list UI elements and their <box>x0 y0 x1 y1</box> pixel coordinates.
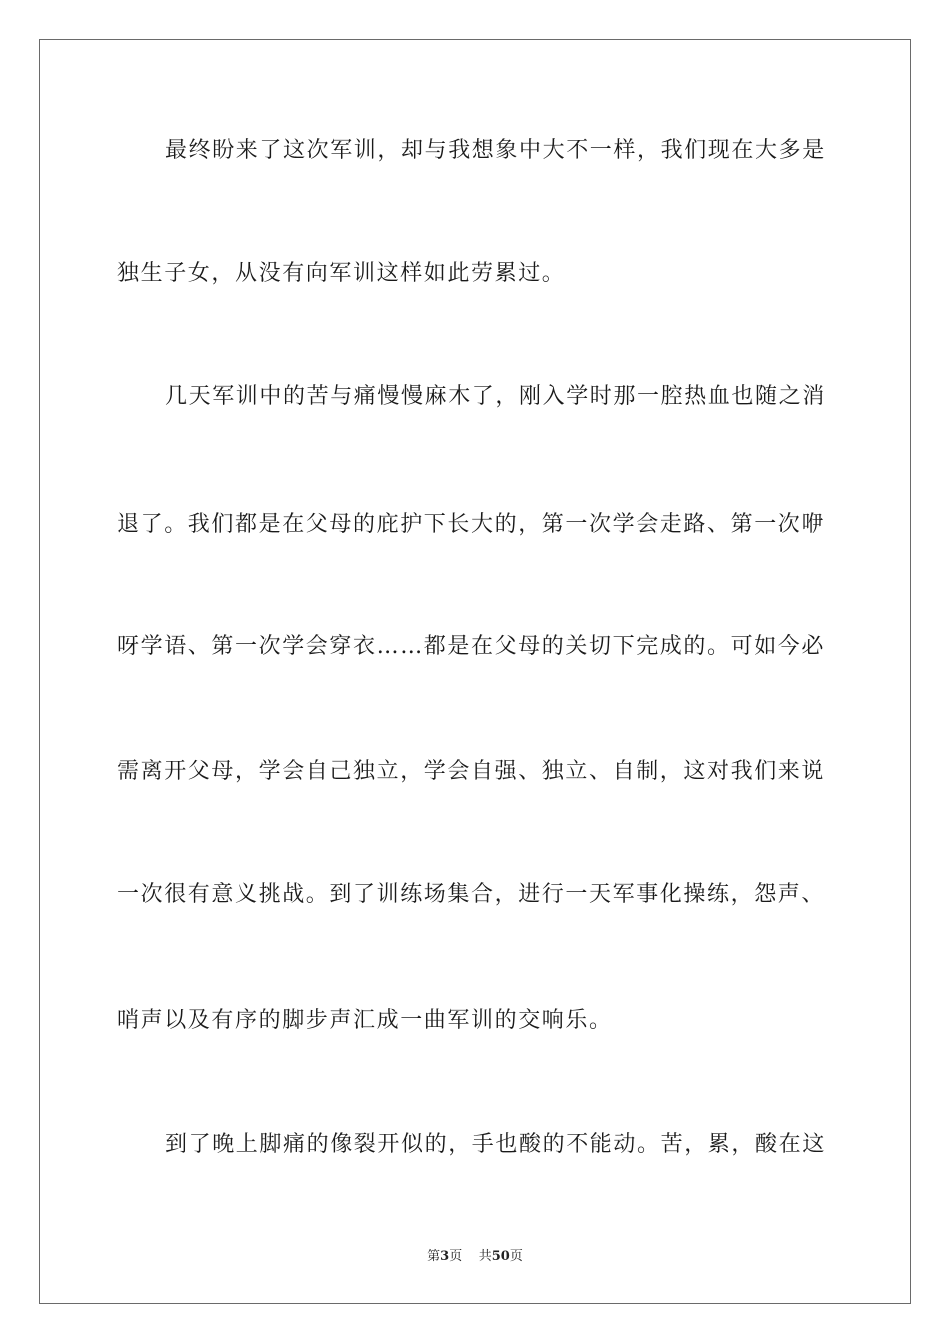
paragraph-line: 需离开父母，学会自己独立，学会自强、独立、自制，这对我们来说 <box>117 759 826 784</box>
paragraph-line: 到了晚上脚痛的像裂开似的，手也酸的不能动。苦，累，酸在这 <box>165 1132 826 1157</box>
paragraph-line: 一次很有意义挑战。到了训练场集合，进行一天军事化操练，怨声、 <box>117 882 826 907</box>
paragraph-line: 退了。我们都是在父母的庇护下长大的，第一次学会走路、第一次咿 <box>117 512 826 537</box>
total-unit: 页 <box>509 1249 523 1264</box>
page-number: 3 <box>440 1249 450 1264</box>
paragraph-line: 几天军训中的苦与痛慢慢麻木了，刚入学时那一腔热血也随之消 <box>165 384 826 409</box>
page-prefix: 第 <box>427 1249 441 1264</box>
paragraph-line: 哨声以及有序的脚步声汇成一曲军训的交响乐。 <box>117 1008 613 1033</box>
page-unit: 页 <box>449 1249 463 1264</box>
page-frame <box>39 39 911 1304</box>
paragraph-line: 呀学语、第一次学会穿衣……都是在父母的关切下完成的。可如今必 <box>117 634 826 659</box>
paragraph-line: 最终盼来了这次军训，却与我想象中大不一样，我们现在大多是 <box>165 138 826 163</box>
page-footer <box>0 1248 950 1266</box>
total-pages: 50 <box>491 1249 510 1264</box>
total-prefix: 共 <box>478 1249 492 1264</box>
paragraph-line: 独生子女，从没有向军训这样如此劳累过。 <box>117 261 566 286</box>
